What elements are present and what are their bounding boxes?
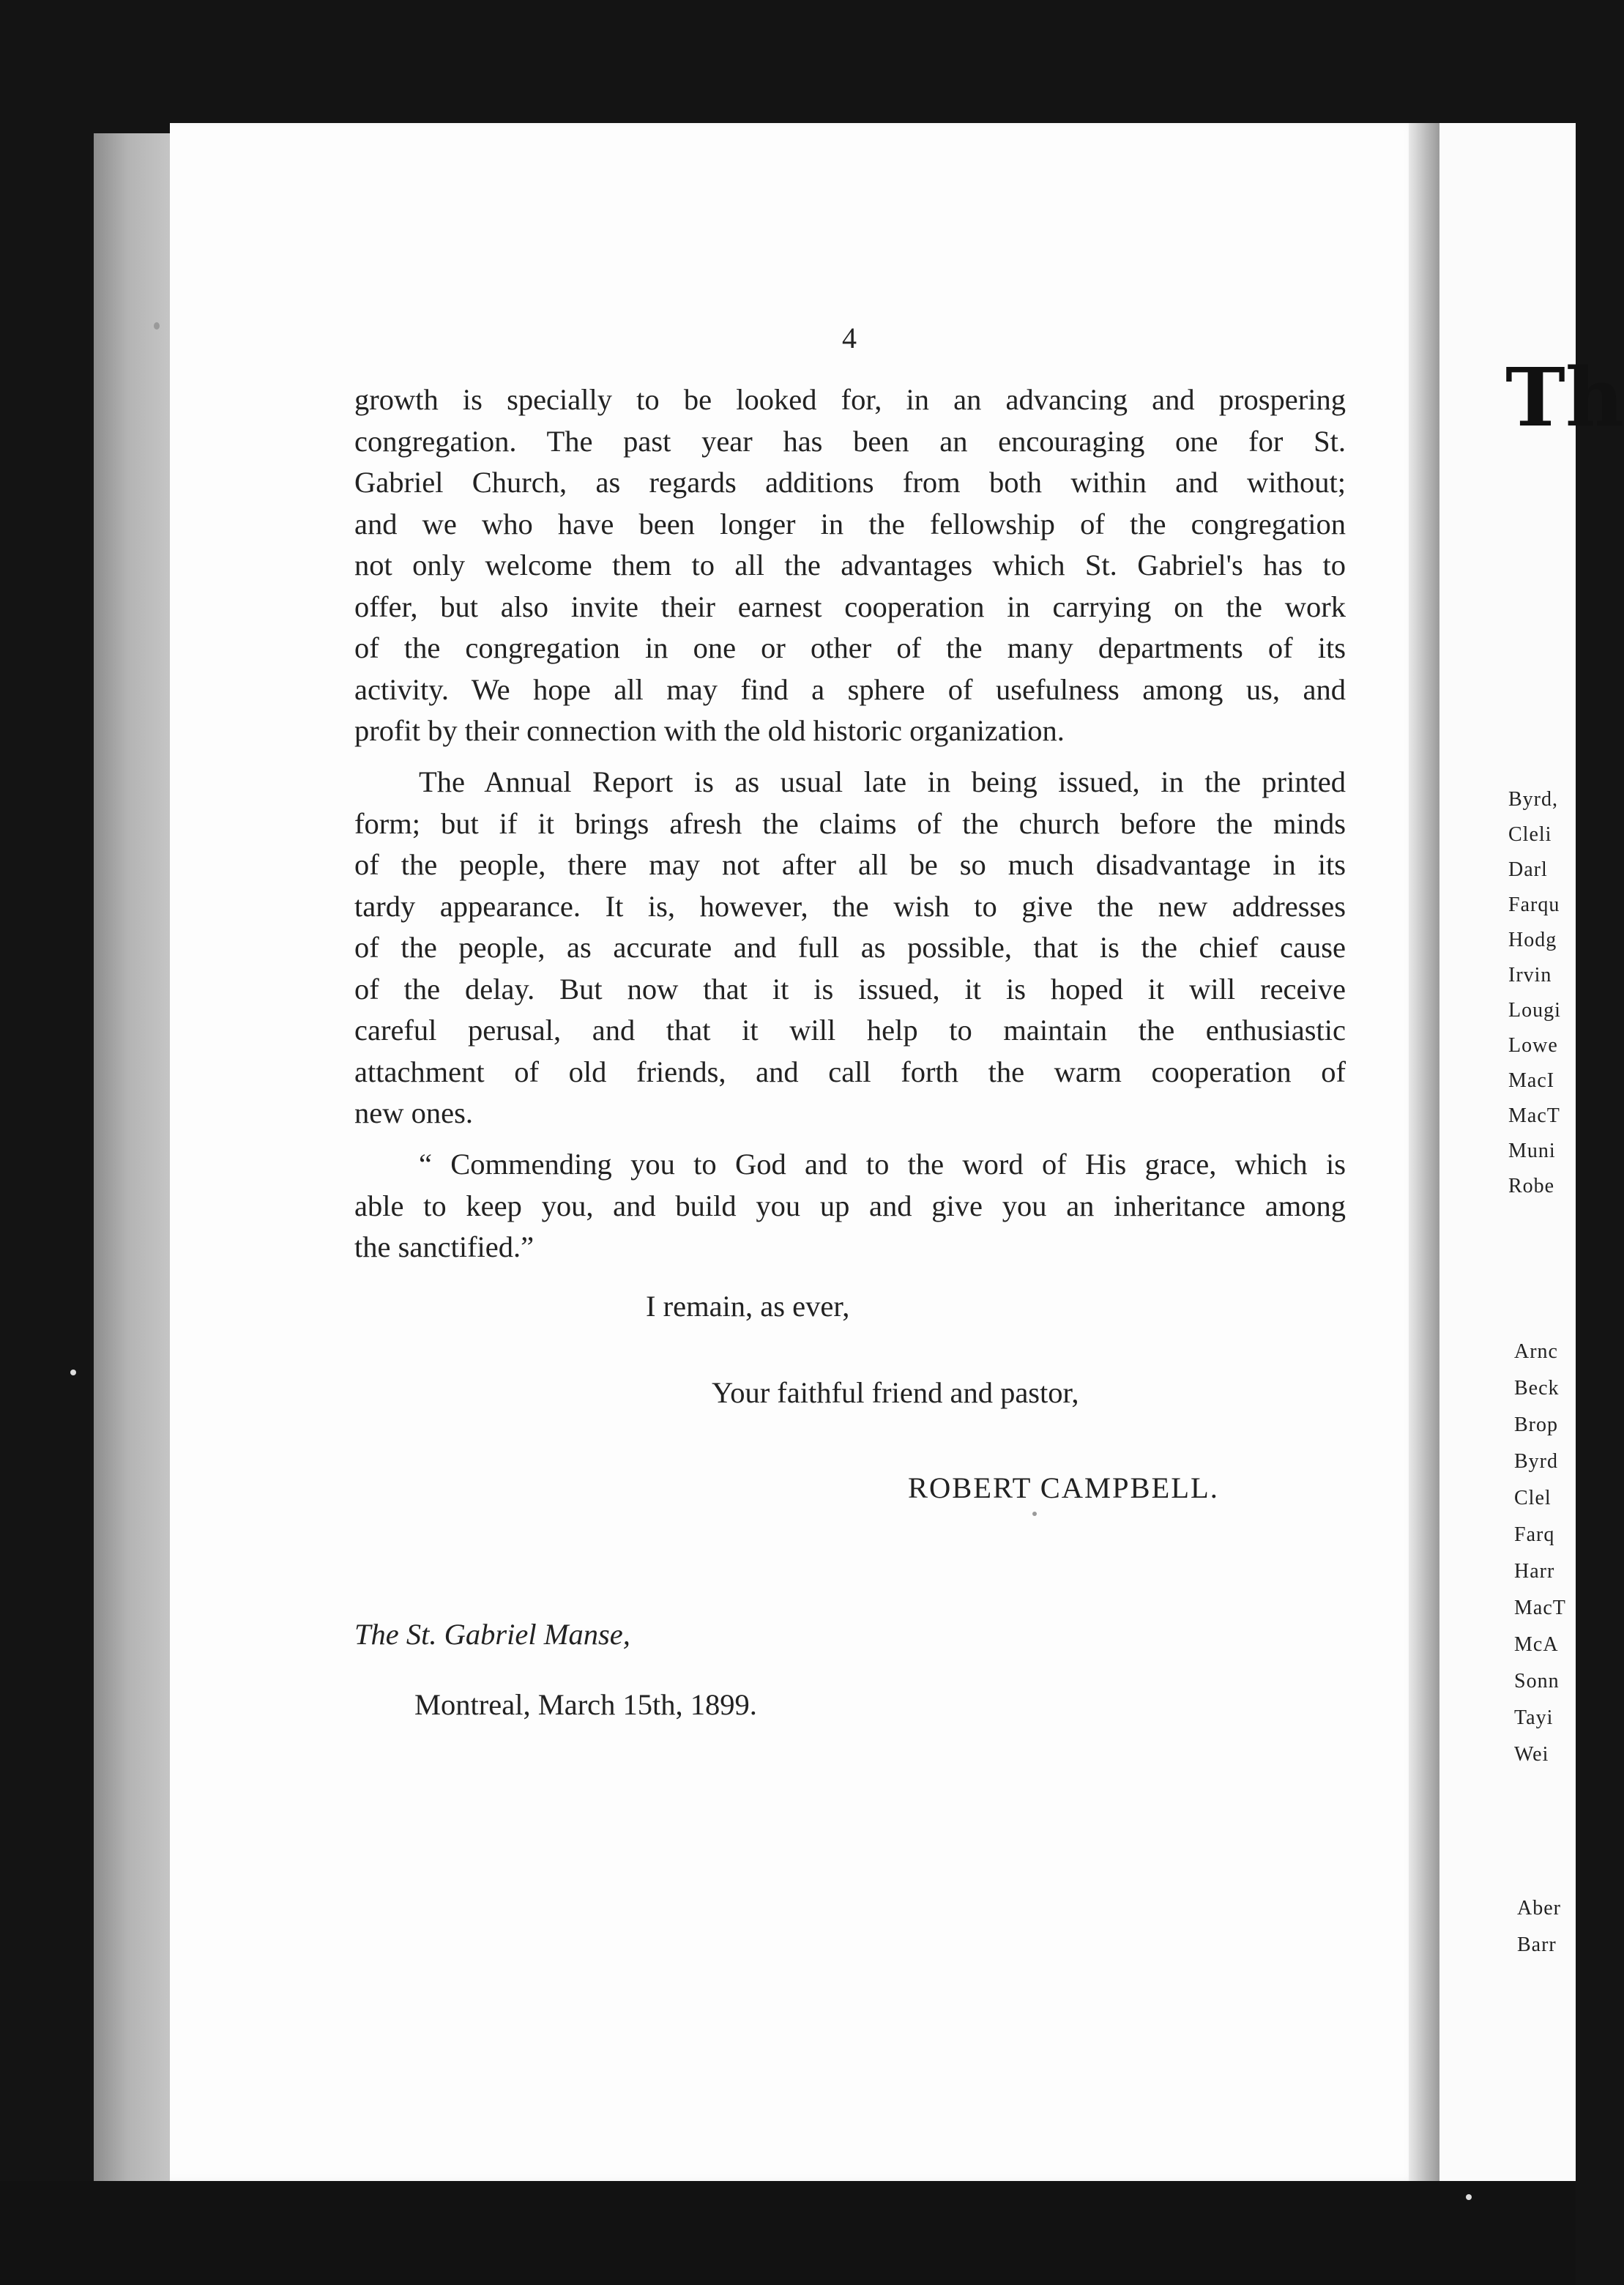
right-page-header: Th	[1505, 350, 1624, 445]
scan-speck	[154, 322, 160, 330]
text-line: of the people, as accurate and full as possible, that is the chief cause	[354, 931, 1346, 964]
text-line: of the congregation in one or other of the many departments of its	[354, 631, 1346, 664]
list-item: Arnc	[1514, 1340, 1558, 1363]
list-item: Darl	[1508, 858, 1548, 881]
scan-background	[0, 2181, 1576, 2285]
list-item: Aber	[1517, 1897, 1561, 1920]
text-line: activity. We hope all may find a sphere of usefulness among us, and	[354, 672, 1346, 706]
text-line: and we who have been longer in the fellowship of the congregation	[354, 507, 1346, 540]
closing-line: I remain, as ever,	[646, 1290, 850, 1323]
text-line: not only welcome them to all the advantages which St. Gabriel's has to	[354, 549, 1346, 582]
paragraph-2	[354, 762, 1346, 1134]
list-item: McA	[1514, 1633, 1559, 1656]
text-line: careful perusal, and that it will help to maintain the enthusiastic	[354, 1014, 1346, 1047]
list-item: Byrd	[1514, 1450, 1558, 1473]
list-item: Farq	[1514, 1523, 1555, 1546]
scan-speck	[70, 1370, 76, 1375]
list-item: Farqu	[1508, 893, 1560, 916]
page-gutter	[1409, 123, 1439, 2181]
list-item: MacT	[1508, 1104, 1560, 1127]
list-item: Robe	[1508, 1175, 1555, 1197]
list-item: Brop	[1514, 1413, 1558, 1436]
page-number: 4	[842, 322, 857, 354]
text-line: the sanctified.”	[354, 1230, 534, 1263]
text-line: offer, but also invite their earnest cooperation in carrying on the work	[354, 590, 1346, 623]
scan-speck	[1466, 2194, 1472, 2200]
list-item: Harr	[1514, 1560, 1555, 1583]
list-item: Barr	[1517, 1933, 1557, 1956]
date-line: Montreal, March 15th, 1899.	[414, 1688, 757, 1721]
text-line: form; but if it brings afresh the claims of the church before the minds	[354, 806, 1346, 840]
text-line: new ones.	[354, 1096, 473, 1129]
list-item: MacT	[1514, 1597, 1566, 1619]
list-item: Lowe	[1508, 1034, 1558, 1057]
text-line: “ Commending you to God and to the word of His grace, which is	[419, 1148, 1346, 1181]
list-item: Wei	[1514, 1743, 1549, 1766]
list-item: Beck	[1514, 1377, 1560, 1400]
valediction: Your faithful friend and pastor,	[712, 1376, 1079, 1409]
list-item: Hodg	[1508, 929, 1557, 951]
scan-speck	[1032, 1512, 1037, 1516]
text-line: The Annual Report is as usual late in being issued, in the printed	[419, 765, 1346, 798]
text-line: tardy appearance. It is, however, the wish to give the new addresses	[354, 889, 1346, 923]
text-line: congregation. The past year has been an encouraging one for St.	[354, 424, 1346, 458]
text-line: attachment of old friends, and call forth the warm cooperation of	[354, 1055, 1346, 1088]
list-item: MacI	[1508, 1069, 1555, 1092]
place-line: The St. Gabriel Manse,	[354, 1618, 630, 1651]
text-line: Gabriel Church, as regards additions from both within and without;	[354, 466, 1346, 499]
book-edge	[94, 133, 180, 2184]
text-line: growth is specially to be looked for, in an advancing and prospering	[354, 383, 1346, 416]
list-item: Tayi	[1514, 1706, 1554, 1729]
text-line: able to keep you, and build you up and give you an inheritance among	[354, 1189, 1346, 1222]
paragraph-3	[354, 1144, 1346, 1268]
text-line: of the people, there may not after all be so much disadvantage in its	[354, 848, 1346, 881]
signature: ROBERT CAMPBELL.	[908, 1471, 1219, 1504]
text-line: of the delay. But now that it is issued, it is hoped it will receive	[354, 972, 1346, 1006]
list-item: Byrd,	[1508, 788, 1558, 811]
list-item: Irvin	[1508, 964, 1552, 987]
list-item: Clel	[1514, 1487, 1552, 1509]
paragraph-1	[354, 379, 1346, 752]
list-item: Sonn	[1514, 1670, 1560, 1693]
list-item: Muni	[1508, 1140, 1556, 1162]
list-item: Cleli	[1508, 823, 1552, 846]
text-line: profit by their connection with the old historic organization.	[354, 714, 1065, 747]
list-item: Lougi	[1508, 999, 1561, 1022]
